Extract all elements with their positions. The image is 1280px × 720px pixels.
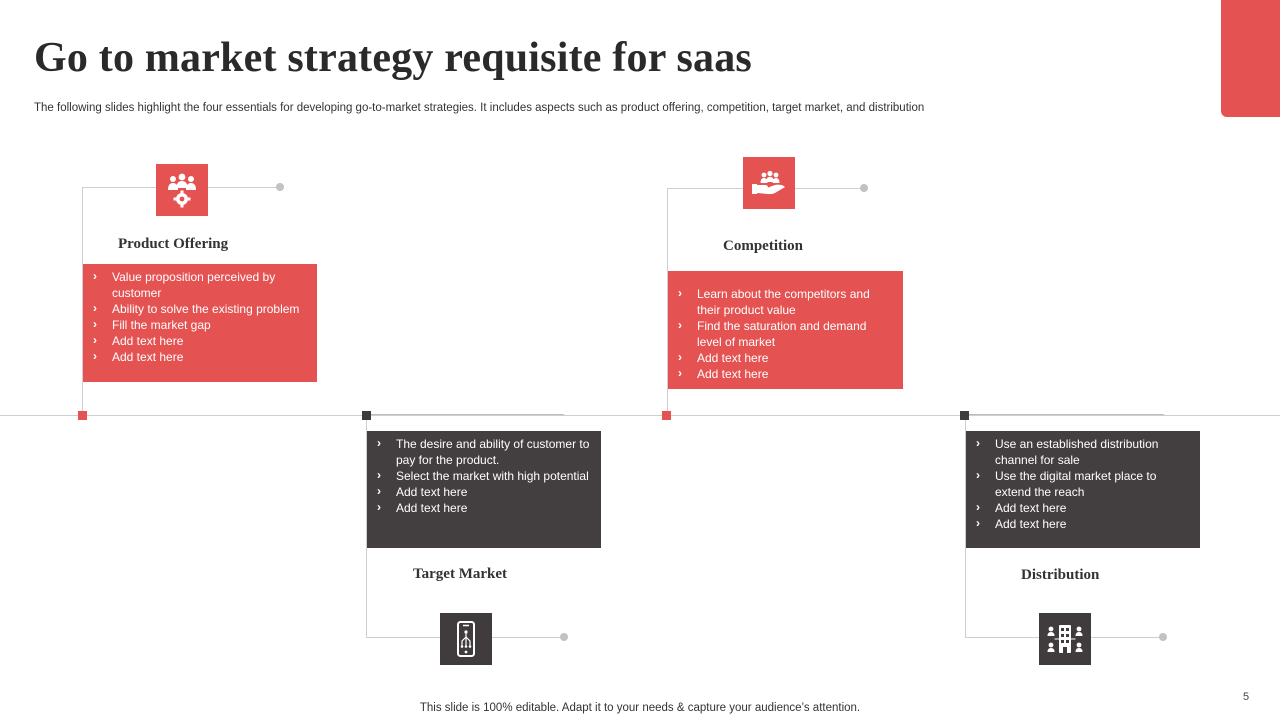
- mobile-network-icon: [440, 613, 492, 665]
- target-market-marker: [362, 411, 371, 420]
- target-market-card: [367, 431, 601, 548]
- list-item: › Add text here: [93, 333, 307, 349]
- list-item: › Add text here: [976, 516, 1190, 532]
- list-item: › Add text here: [678, 350, 893, 366]
- distribution-card: [966, 431, 1200, 548]
- page-number: 5: [1243, 691, 1250, 703]
- list-item: › Add text here: [377, 484, 591, 500]
- list-item: › Use an established distribution channel for sale: [976, 436, 1190, 468]
- hand-people-icon: [743, 157, 795, 209]
- distribution-heading: Distribution: [1021, 567, 1100, 583]
- list-item: › Add text here: [93, 349, 307, 365]
- team-gear-icon: [156, 164, 208, 216]
- competition-heading: Competition: [723, 238, 803, 254]
- footer-note: This slide is 100% editable. Adapt it to your needs & capture your audience’s attention.: [419, 702, 861, 714]
- list-item: › The desire and ability of customer to pay for the product.: [377, 436, 591, 468]
- page-title: Go to market strategy requisite for saas: [34, 35, 752, 81]
- target-market-end-dot: [560, 633, 568, 641]
- product-offering-end-dot: [276, 183, 284, 191]
- list-item: › Fill the market gap: [93, 317, 307, 333]
- list-item: › Add text here: [976, 500, 1190, 516]
- product-offering-marker: [78, 411, 87, 420]
- competition-marker: [662, 411, 671, 420]
- list-item: › Value proposition perceived by customer: [93, 269, 307, 301]
- product-offering-card: [83, 264, 317, 382]
- list-item: › Find the saturation and demand level of market: [678, 318, 893, 350]
- distribution-top-branch: [965, 414, 1164, 415]
- competition-end-dot: [860, 184, 868, 192]
- target-market-heading: Target Market: [413, 566, 507, 582]
- list-item: › Learn about the competitors and their product value: [678, 286, 893, 318]
- list-item: › Add text here: [678, 366, 893, 382]
- list-item: › Ability to solve the existing problem: [93, 301, 307, 317]
- page-subtitle: The following slides highlight the four essentials for developing go-to-market strategies. It includes aspects such as product offering, competition, target market, and distribution: [34, 102, 925, 114]
- distribution-marker: [960, 411, 969, 420]
- product-offering-heading: Product Offering: [118, 236, 229, 252]
- corner-accent-tab: [1221, 0, 1280, 117]
- distribution-network-icon: [1039, 613, 1091, 665]
- target-market-top-branch: [366, 414, 564, 415]
- distribution-end-dot: [1159, 633, 1167, 641]
- timeline-line: [0, 415, 1280, 416]
- competition-card: [668, 271, 903, 389]
- list-item: › Select the market with high potential: [377, 468, 591, 484]
- list-item: › Add text here: [377, 500, 591, 516]
- list-item: › Use the digital market place to extend the reach: [976, 468, 1190, 500]
